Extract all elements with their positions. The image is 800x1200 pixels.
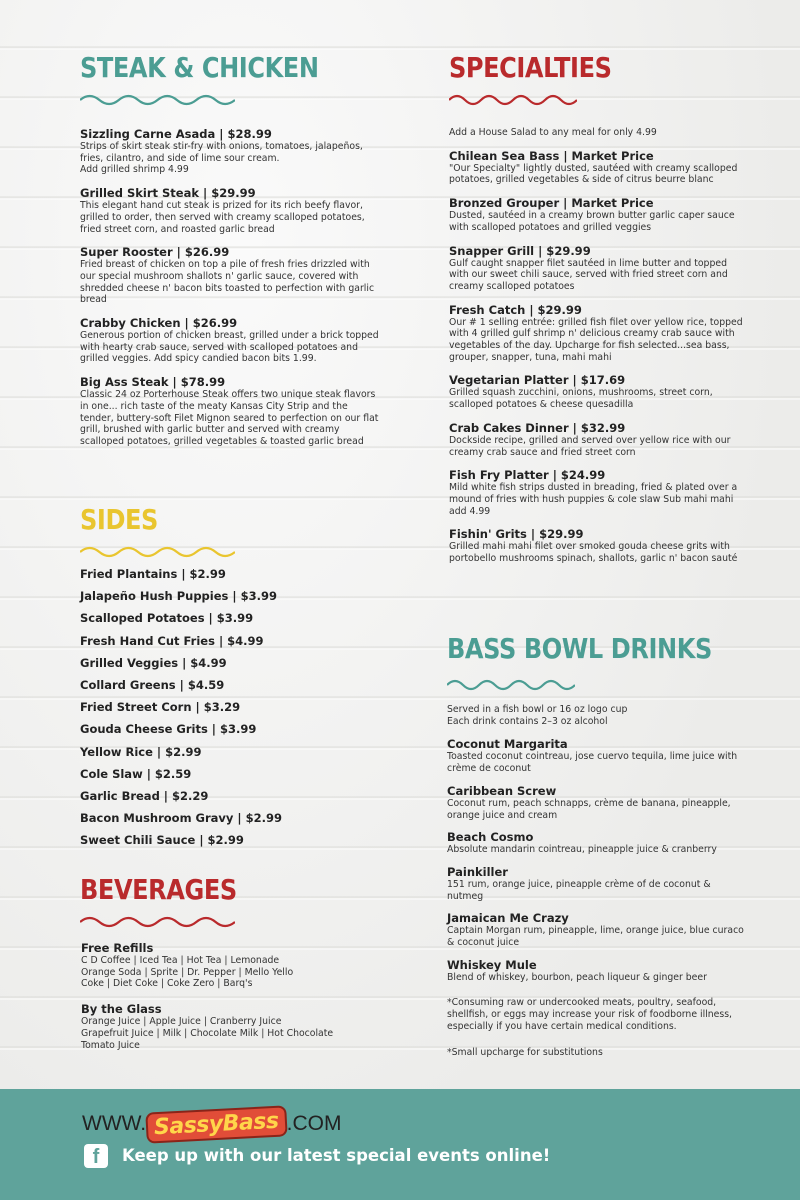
drink-description: 151 rum, orange juice, pineapple crème of de coconut & nutmeg [447,878,711,902]
item-name: Chilean Sea Bass | Market Price [449,148,654,163]
item-description: Generous portion of chicken breast, grilled under a brick topped with hearty crab sauce, served with scalloped potatoes and grilled veggies. Add spicy candied bacon bits 1.99. [80,330,379,365]
by-the-glass-label: By the Glass [81,1002,162,1017]
food-safety-disclaimer: *Consuming raw or undercooked meats, poultry, seafood, shellfish, or eggs may increase your risk of foodborne illness, especially if you have certain medical conditions. [447,997,732,1032]
side-item: Cole Slaw | $2.59 [80,766,192,781]
drinks-note: Served in a fish bowl or 16 oz logo cup [447,704,628,715]
drink-name: Caribbean Screw [447,783,557,798]
menu-item [449,373,744,410]
drink-name: Jamaican Me Crazy [447,911,569,926]
item-description: Dockside recipe, grilled and served over yellow rice with our creamy crab sauce and fried street corn [449,434,731,458]
item-description: Strips of skirt steak stir-fry with onions, tomatoes, jalapeños, fries, cilantro, and side of lime sour cream. [80,141,363,164]
drink-item [447,784,744,821]
menu-item [449,149,744,186]
by-the-glass-line: Tomato Juice [81,1039,140,1051]
menu-item [80,186,380,235]
drink-description: Captain Morgan rum, pineapple, lime, orange juice, blue curaco & coconut juice [447,925,744,949]
item-description: Gulf caught snapper filet sautéed in lime butter and topped with our sweet chili sauce, served with fried street corn and creamy scalloped potatoes [449,257,728,292]
beverages-title: BEVERAGES [80,873,237,906]
item-description: Mild white fish strips dusted in breading, fried & plated over a mound of fries with hush puppies & cole slaw Sub mahi mahi add 4.99 [449,482,738,517]
side-item: Scalloped Potatoes | $3.99 [80,611,254,626]
side-item: Fried Plantains | $2.99 [80,567,226,581]
menu-item [449,244,744,293]
drink-description: Absolute mandarin cointreau, pineapple juice & cranberry [447,844,717,856]
substitution-note: *Small upcharge for substitutions [447,1046,603,1058]
side-item: Gouda Cheese Grits | $3.99 [80,722,257,737]
item-name: Snapper Grill | $29.99 [449,243,591,258]
drink-item [447,911,744,948]
drink-name: Beach Cosmo [447,830,534,845]
item-description: Classic 24 oz Porterhouse Steak offers two unique steak flavors in one... rich taste of the meaty Kansas City Strip and the tender, buttery-soft Filet Mignon seared to perfection on our flat grill, brushed with garlic butter and served with creamy scalloped potatoes, grilled vegetables & toasted garlic bread [80,389,379,447]
drink-name: Coconut Margarita [447,737,568,752]
item-name: Super Rooster | $26.99 [80,245,230,260]
drink-description: Coconut rum, peach schnapps, crème de banana, pineapple, orange juice and cream [447,797,731,821]
item-name: Bronzed Grouper | Market Price [449,196,654,211]
drink-name: Painkiller [447,864,508,879]
drink-item [447,737,744,774]
beverages-list [81,941,381,1051]
facebook-icon[interactable]: f [84,1144,108,1168]
side-item: Fresh Hand Cut Fries | $4.99 [80,633,264,648]
drink-item [447,830,744,856]
menu-item [449,196,744,233]
sides-title: SIDES [80,503,158,536]
drink-item [447,958,744,984]
beverages-section [80,874,262,930]
drinks-note: Each drink contains 2–3 oz alcohol [447,715,608,727]
menu-item [80,316,380,365]
website-link[interactable] [82,1106,342,1142]
side-item: Garlic Bread | $2.29 [80,788,209,803]
side-item: Sweet Chili Sauce | $2.99 [80,833,244,848]
item-name: Fish Fry Platter | $24.99 [449,468,606,483]
item-name: Crabby Chicken | $26.99 [80,316,238,331]
sassy-bass-logo: SassyBass [148,1107,286,1141]
wave-divider [80,92,235,108]
item-name: Grilled Skirt Steak | $29.99 [80,186,256,201]
wave-divider [447,677,575,693]
wave-divider [80,544,235,560]
menu-item [80,127,380,176]
steak-chicken-list [80,127,380,458]
drink-description: Toasted coconut cointreau, jose cuervo tequila, lime juice with crème de coconut [447,751,738,775]
item-description: Grilled mahi mahi filet over smoked gouda cheese grits with portobello mushrooms spinach, shallots, garlic n' bacon sauté [449,541,738,565]
sides-section [80,504,235,560]
menu-item [449,303,744,364]
item-description: Grilled squash zucchini, onions, mushrooms, street corn, scalloped potatoes & cheese quesadilla [449,387,713,411]
footer-banner [0,1089,800,1200]
free-refills-line: Coke | Diet Coke | Coke Zero | Barq's [81,978,253,990]
item-name: Crab Cakes Dinner | $32.99 [449,420,626,435]
free-refills-line: C D Coffee | Iced Tea | Hot Tea | Lemonade [81,955,280,966]
menu-item [449,527,744,564]
menu-item [449,421,744,458]
facebook-tagline: Keep up with our latest special events online! [122,1146,551,1165]
free-refills-line: Orange Soda | Sprite | Dr. Pepper | Mello Yello [81,966,294,978]
side-item: Fried Street Corn | $3.29 [80,700,241,715]
by-the-glass-line: Grapefruit Juice | Milk | Chocolate Milk | Hot Chocolate [81,1027,334,1039]
wave-divider [449,92,577,108]
side-item: Grilled Veggies | $4.99 [80,655,227,670]
house-salad-note: Add a House Salad to any meal for only 4.99 [449,127,657,138]
drink-description: Blend of whiskey, bourbon, peach liqueur & ginger beer [447,971,707,983]
sides-list [80,567,380,855]
side-item: Yellow Rice | $2.99 [80,744,202,759]
item-addon: Add grilled shrimp 4.99 [80,164,189,176]
item-description: "Our Specialty" lightly dusted, sautéed with creamy scalloped potatoes, grilled vegetables & side of citrus beurre blanc [449,162,738,186]
steak-chicken-section [80,52,357,108]
item-name: Fresh Catch | $29.99 [449,302,582,317]
www-prefix: WWW. [82,1112,147,1135]
side-item: Jalapeño Hush Puppies | $3.99 [80,589,277,604]
drinks-section [447,633,755,693]
drink-item [447,865,744,902]
side-item: Collard Greens | $4.59 [80,677,225,692]
item-description: This elegant hand cut steak is prized for its rich beefy flavor, grilled to order, then served with creamy scalloped potatoes, fried street corn, and roasted garlic bread [80,200,365,235]
menu-item [449,468,744,517]
item-name: Sizzling Carne Asada | $28.99 [80,127,272,141]
drink-name: Whiskey Mule [447,957,537,972]
com-suffix: .COM [286,1112,342,1135]
item-name: Fishin' Grits | $29.99 [449,527,584,542]
steak-chicken-title: STEAK & CHICKEN [80,51,319,84]
menu-item [80,375,380,448]
item-name: Vegetarian Platter | $17.69 [449,373,626,388]
drinks-list [447,704,744,1058]
item-description: Dusted, sautéed in a creamy brown butter garlic caper sauce with scalloped potatoes and grilled veggies [449,210,735,233]
free-refills-label: Free Refills [81,941,154,955]
wave-divider [80,914,235,930]
item-description: Our # 1 selling entrée: grilled fish filet over yellow rice, topped with 4 grilled gulf shrimp n' delicious creamy crab sauce with vegetables of the day. Upcharge for fish selected...sea bass, grouper, snapper, tuna, mahi mahi [449,316,743,363]
specialties-section [449,52,638,108]
side-item: Bacon Mushroom Gravy | $2.99 [80,811,283,826]
drinks-title: BASS BOWL DRINKS [447,632,712,665]
item-description: Fried breast of chicken on top a pile of fresh fries drizzled with our special mushroom shallots n' garlic sauce, covered with shredded cheese n' bacon bits toasted to perfection with garlic bread [80,259,375,306]
item-name: Big Ass Steak | $78.99 [80,375,226,390]
menu-item [80,245,380,306]
specialties-list [449,127,744,575]
by-the-glass-line: Orange Juice | Apple Juice | Cranberry Juice [81,1016,282,1028]
specialties-title: SPECIALTIES [449,51,612,84]
